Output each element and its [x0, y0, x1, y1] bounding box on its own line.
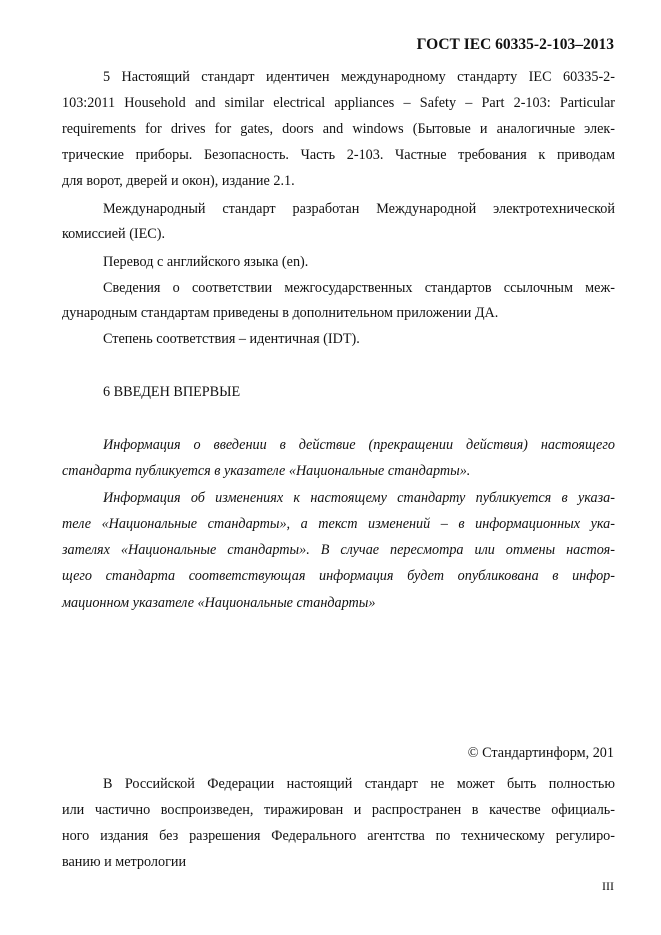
info-para2-line-4: щего стандарта соответствующая информация будет опубликована в инфор-	[62, 568, 615, 584]
section5-line-5: для ворот, дверей и окон), издание 2.1.	[62, 173, 295, 189]
translation-line: Перевод с английского языка (en).	[103, 254, 309, 270]
degree-line: Степень соответствия – идентичная (IDT).	[103, 331, 360, 347]
rights-line-3: ного издания без разрешения Федерального агентства по техническому регулиро-	[62, 828, 615, 844]
section6-title: 6 ВВЕДЕН ВПЕРВЫЕ	[103, 384, 241, 400]
correspondence-line-2: дународным стандартам приведены в дополнительном приложении ДА.	[62, 305, 499, 321]
section5-line-1: 5 Настоящий стандарт идентичен международному стандарту IEC 60335-2-	[103, 69, 615, 85]
info-para2-line-5: мационном указателе «Национальные стандарты»	[62, 595, 376, 611]
info-para2-line-2: теле «Национальные стандарты», а текст изменений – в информационных ука-	[62, 516, 615, 532]
correspondence-line-1: Сведения о соответствии межгосударственных стандартов ссылочным меж-	[103, 280, 615, 296]
standard-code-header: ГОСТ IEC 60335-2-103–2013	[416, 36, 614, 53]
copyright-notice: © Стандартинформ, 201	[467, 745, 614, 761]
developer-line-2: комиссией (IEC).	[62, 226, 166, 242]
developer-line-1: Международный стандарт разработан Международной электротехнической	[103, 201, 615, 217]
info-para2-line-3: зателях «Национальные стандарты». В случае пересмотра или отмены настоя-	[62, 542, 615, 558]
rights-line-1: В Российской Федерации настоящий стандарт не может быть полностью	[103, 776, 615, 792]
page-number: III	[602, 879, 614, 893]
info-para1-line-1: Информация о введении в действие (прекращении действия) настоящего	[103, 437, 615, 453]
section5-line-3: requirements for drives for gates, doors and windows (Бытовые и аналогичные элек-	[62, 121, 615, 137]
rights-line-4: ванию и метрологии	[62, 854, 187, 870]
section5-line-2: 103:2011 Household and similar electrical appliances – Safety – Part 2-103: Particular	[62, 95, 615, 111]
info-para2-line-1: Информация об изменениях к настоящему стандарту публикуется в указа-	[103, 490, 615, 506]
section5-line-4: трические приборы. Безопасность. Часть 2-103. Частные требования к приводам	[62, 147, 615, 163]
rights-line-2: или частично воспроизведен, тиражирован и распространен в качестве официаль-	[62, 802, 615, 818]
info-para1-line-2: стандарта публикуется в указателе «Национальные стандарты».	[62, 463, 471, 479]
